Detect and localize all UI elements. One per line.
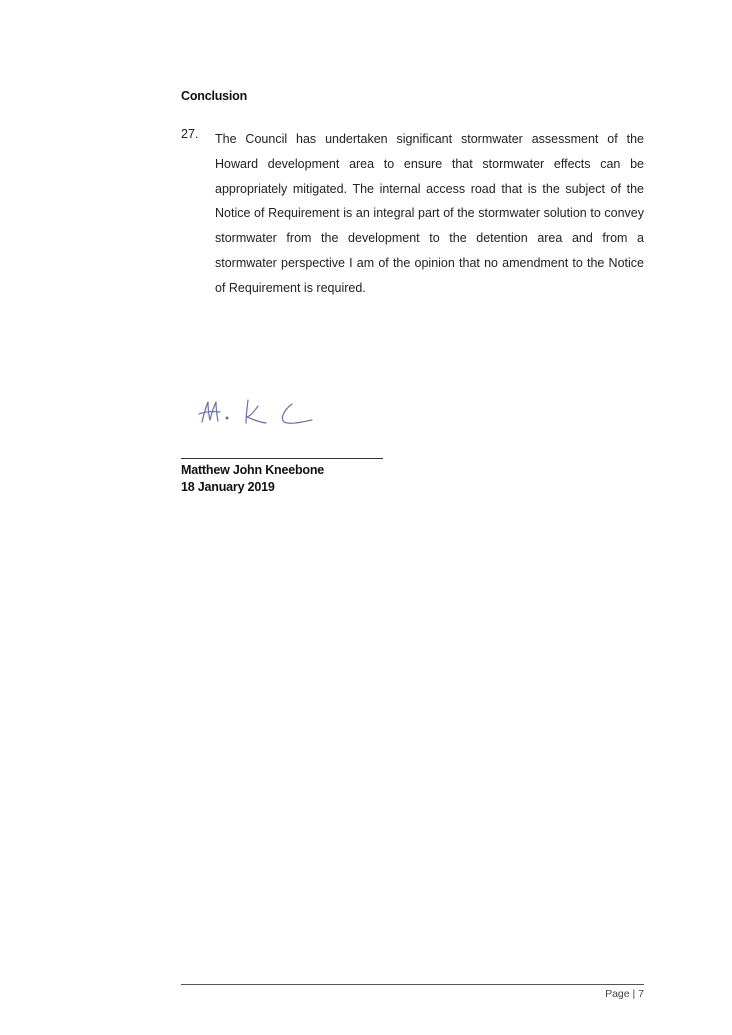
page-number: Page | 7 [605, 988, 644, 1000]
signature-date: 18 January 2019 [181, 480, 275, 494]
section-heading: Conclusion [181, 89, 248, 103]
paragraph-text: The Council has undertaken significant stormwater assessment of the Howard development area to ensure that stormwater effects can be appropriately mitigated. The internal access road that is the subject of the Notice of Requirement is an integral part of the stormwater solution to convey stormwater from the development to the detention area and from a stormwater perspective I am of the opinion that no amendment to the Notice of Requirement is required. [215, 132, 644, 295]
signature-line [181, 458, 383, 459]
footer-divider [181, 984, 644, 985]
signer-name: Matthew John Kneebone [181, 463, 325, 477]
signature-icon [196, 392, 326, 432]
paragraph-number: 27. [181, 127, 199, 141]
